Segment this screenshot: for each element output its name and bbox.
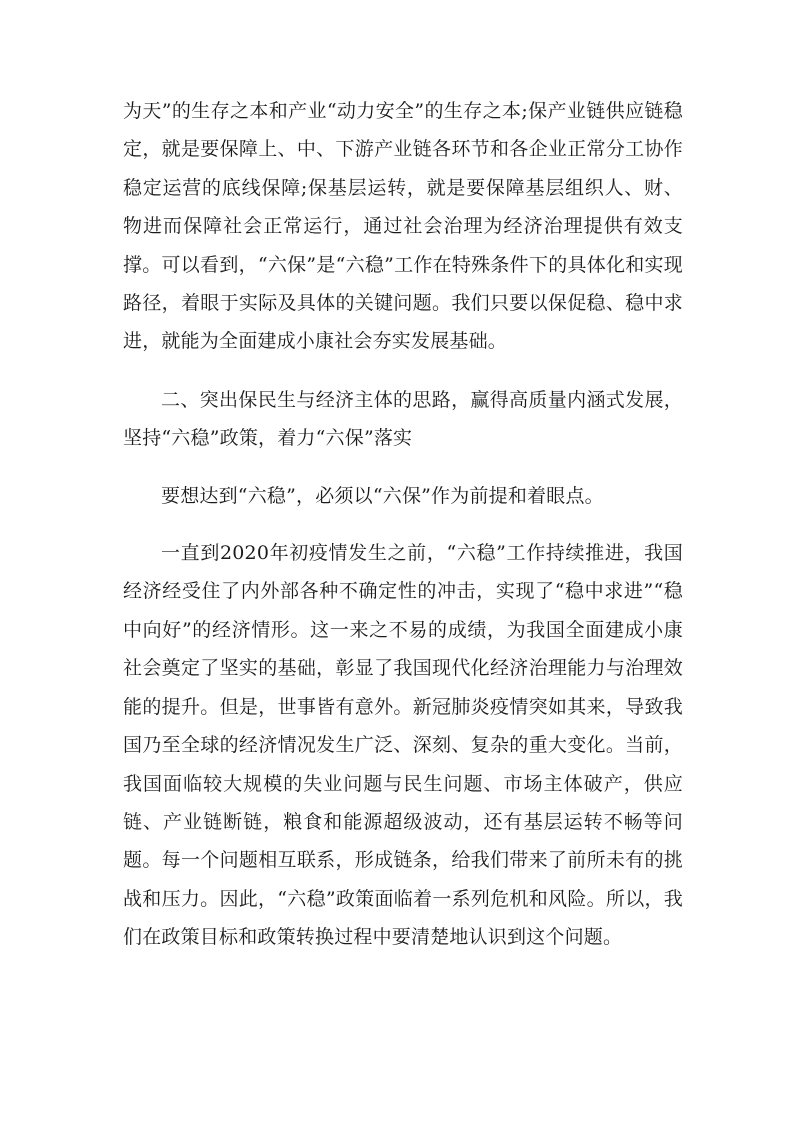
- paragraph-continued: 为天”的生存之本和产业“动力安全”的生存之本;保产业链供应链稳定，就是要保障上、中、下游产业链各环节和各企业正常分工协作稳定运营的底线保障;保基层运转，就是要保障基层组织人、财、物进而保障社会正常运行，通过社会治理为经济治理提供有效支撑。可以看到，“六保”是“六稳”工作在特殊条件下的具体化和实现路径，着眼于实际及具体的关键问题。我们只要以保促稳、稳中求进，就能为全面建成小康社会夯实发展基础。: [123, 100, 683, 353]
- section-heading: 二、突出保民生与经济主体的思路，赢得高质量内涵式发展，坚持“六稳”政策，着力“六保”落实: [123, 388, 683, 450]
- paragraph-intro: 要想达到“六稳”，必须以“六保”作为前提和着眼点。: [161, 484, 604, 507]
- paragraph-body: 一直到2020年初疫情发生之前，“六稳”工作持续推进，我国经济经受住了内外部各种不确定性的冲击，实现了“稳中求进”“稳中向好”的经济情形。这一来之不易的成绩，为我国全面建成小康社会奠定了坚实的基础，彰显了我国现代化经济治理能力与治理效能的提升。但是，世事皆有意外。新冠肺炎疫情突如其来，导致我国乃至全球的经济情况发生广泛、深刻、复杂的重大变化。当前，我国面临较大规模的失业问题与民生问题、市场主体破产，供应链、产业链断链，粮食和能源超级波动，还有基层运转不畅等问题。每一个问题相互联系，形成链条，给我们带来了前所未有的挑战和压力。因此，“六稳”政策面临着一系列危机和风险。所以，我们在政策目标和政策转换过程中要清楚地认识到这个问题。: [123, 542, 683, 949]
- document-body: [123, 92, 683, 957]
